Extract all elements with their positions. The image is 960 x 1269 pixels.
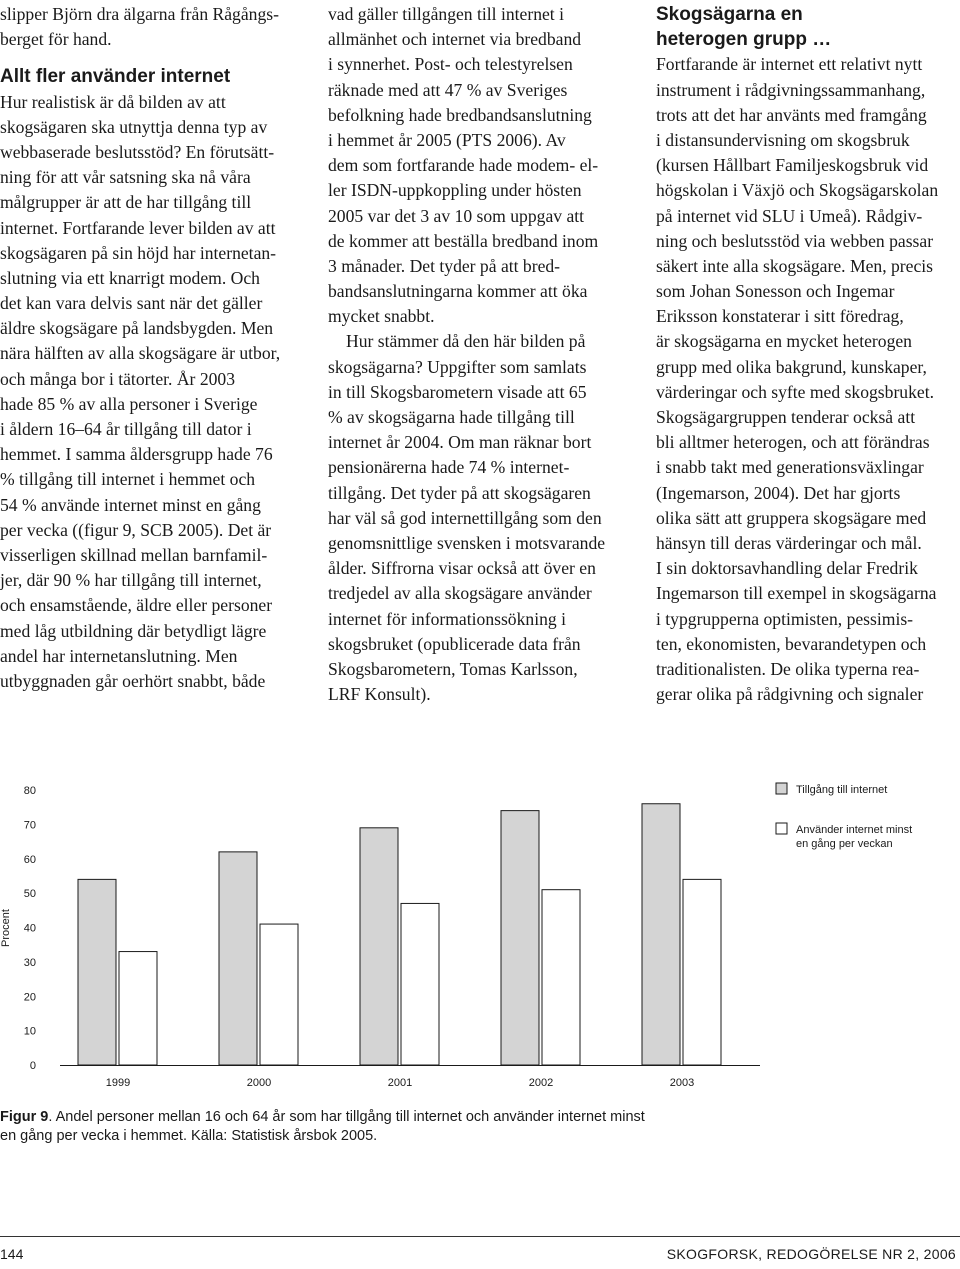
y-tick-label: 60 [23,853,36,866]
paragraph-continued [0,2,306,52]
text-line: har väl så god internettillgång som den [328,507,602,528]
x-tick-label: 2003 [669,1077,695,1089]
text-line: % tillgång till internet i hemmet och [0,469,256,490]
publication-title: SKOGFORSK, REDOGÖRELSE NR 2, 2006 [666,1246,956,1262]
text-line: och många bor i tätorter. År 2003 [0,368,236,389]
text-line: skogsägarna? Uppgifter som samlats [328,356,587,377]
paragraph [328,2,634,329]
text-line: ler ISDN-uppkoppling under hösten [328,180,582,201]
y-tick-label: 20 [23,991,36,1004]
text-line: ten, ekonomisten, bevarandetypen och [656,633,927,654]
text-line: Skogsägargruppen tenderar också att [656,407,916,427]
text-line: internet för informationssökning i [328,608,566,629]
x-axis [60,1066,760,1090]
x-tick-label: 1999 [105,1077,131,1089]
y-tick-label: 40 [23,922,36,935]
y-axis-label: Procent [0,909,12,947]
text-line: webbaserade beslutsstöd? En förutsätt- [0,141,275,162]
text-line: pensionärerna hade 74 % internet- [328,457,570,478]
text-line: grupp med olika bakgrund, kunskaper, [656,356,927,377]
bar [501,811,539,1065]
bar [260,924,298,1065]
text-line: genomsnittlige svensken i motsvarande [328,532,606,553]
text-line: berget för hand. [0,29,112,50]
text-line: i hemmet år 2005 (PTS 2006). Av [328,129,566,150]
caption-text: . Andel personer mellan 16 och 64 år som har tillgång till internet och använder internet minst [48,1109,645,1125]
text-line: på internet vid SLU i Umeå). Rådgiv- [656,205,923,226]
text-line: i distansundervisning om skogsbruk [656,129,910,150]
text-line: internet. Fortfarande lever bilden av att [0,217,276,238]
section-heading: Skogsägarna en [656,4,803,25]
text-line: med låg utbildning där betydligt lägre [0,620,267,641]
text-line: in till Skogsbarometern visade att 65 [328,381,587,402]
figure-caption [0,1108,760,1146]
text-line: olika sätt att gruppera skogsägare med [656,507,927,528]
text-line: säkert inte alla skogsägare. Men, precis [656,255,933,276]
text-line: målgrupper är att de har tillgång till [0,192,252,213]
text-line: trots att det har använts med framgång [656,104,927,125]
text-line: tillgång. Det tyder på att skogsägaren [328,482,591,503]
text-line: hade 85 % av alla personer i Sverige [0,393,258,414]
bar [401,903,439,1065]
text-line: vad gäller tillgången till internet i [328,4,564,24]
text-line: 3 månader. Det tyder på att bred- [328,255,561,276]
text-column-1 [0,2,306,694]
bar [542,890,580,1065]
text-line: bli alltmer heterogen, och att förändras [656,432,930,453]
y-tick-label: 70 [23,819,36,832]
text-line: befolkning hade bredbandsanslutning [328,104,592,125]
legend-label: Tillgång till internet [796,784,888,796]
text-line: bandsanslutningarna kommer att öka [328,281,588,302]
text-line: (kursen Hållbart Familjeskogsbruk vid [656,155,929,176]
y-tick-label: 10 [23,1025,36,1038]
text-line: mycket snabbt. [328,306,435,327]
bar [78,879,116,1065]
bar-chart-figure-9 [0,770,960,1100]
bar [360,828,398,1065]
text-line: tredjedel av alla skogsägare använder [328,583,592,604]
text-line: räknade med att 47 % av Sveriges [328,79,568,100]
text-line: i synnerhet. Post- och telestyrelsen [328,54,573,75]
bar-series [78,804,721,1065]
y-tick-label: 0 [29,1060,36,1072]
bar [119,952,157,1065]
text-line: I sin doktorsavhandling delar Fredrik [656,558,918,579]
text-line: ning för att vår satsning ska nå våra [0,167,251,188]
text-line: Hur realistisk är då bilden av att [0,91,226,112]
x-tick-label: 2002 [528,1077,554,1089]
section-heading: Allt fler använder internet [0,66,231,88]
text-line: utbyggnaden går oerhört snabbt, både [0,670,266,691]
text-line: internet år 2004. Om man räknar bort [328,432,592,453]
legend-label: Använder internet minst [796,824,913,836]
text-line: slutning via ett knarrigt modem. Och [0,267,260,288]
text-line: instrument i rådgivningssammanhang, [656,79,926,100]
text-line: 54 % använde internet minst en gång [0,494,261,515]
x-tick-label: 2001 [387,1077,413,1089]
text-line: i åldern 16–64 år tillgång till dator i [0,419,252,439]
text-line: äldre skogsägare på landsbygden. Men [0,318,274,339]
text-column-2 [328,2,634,707]
text-line: är skogsägarna en mycket heterogen [656,331,912,352]
x-tick-label: 2000 [246,1077,272,1089]
text-line: skogsbruket (opublicerade data från [328,633,581,654]
text-line: per vecka ((figur 9, SCB 2005). Det är [0,519,272,540]
text-line: Fortfarande är internet ett relativt nytt [656,54,923,75]
text-line: skogsägaren på sin höjd har internetan- [0,242,277,263]
legend-swatch [776,783,787,794]
text-line: det kan vara delvis sant när det gäller [0,293,263,314]
text-column-3 [656,2,956,707]
text-line: i snabb takt med generationsväxlingar [656,457,924,478]
text-line: nära hälften av alla skogsägare är utbor, [0,343,281,364]
text-line: skogsägaren ska utnyttja denna typ av [0,116,268,137]
figure-label: Figur 9 [0,1109,49,1125]
y-tick-label: 50 [23,888,36,901]
text-line: som Johan Sonesson och Ingemar [656,281,895,302]
paragraph [328,329,634,707]
legend [776,783,912,850]
bar [642,804,680,1065]
text-line: och ensamstående, äldre eller personer [0,595,273,616]
text-line: jer, där 90 % har tillgång till internet, [0,570,262,591]
y-axis [0,785,36,1072]
legend-label: en gång per veckan [796,838,893,850]
paragraph [0,90,306,695]
text-line: LRF Konsult). [328,684,431,705]
text-line: visserligen skillnad mellan barnfamil- [0,544,268,565]
text-line: andel har internetanslutning. Men [0,645,238,666]
text-line: ålder. Siffrorna visar också att över en [328,558,596,579]
footer-divider [0,1236,960,1237]
text-line: gerar olika på rådgivning och signaler [656,684,924,705]
y-tick-label: 30 [23,956,36,969]
text-line: värderingar och syfte med skogsbruket. [656,381,934,402]
text-line: slipper Björn dra älgarna från Rågångs- [0,4,279,24]
text-line: traditionalisten. De olika typerna rea- [656,658,920,679]
text-line: hemmet. I samma åldersgrupp hade 76 [0,444,273,465]
text-line: hänsyn till deras värderingar och mål. [656,532,922,553]
y-tick-label: 80 [23,785,36,797]
text-line: % av skogsägarna hade tillgång till [328,407,575,427]
text-line: allmänhet och internet via bredband [328,29,582,50]
page-number: 144 [0,1246,24,1262]
text-line: ning och beslutsstöd via webben passar [656,230,934,251]
text-line: 2005 var det 3 av 10 som uppgav att [328,205,585,226]
text-line: de kommer att beställa bredband inom [328,230,599,251]
text-line: Ingemarson till exempel in skogsägarna [656,583,937,604]
text-line: dem som fortfarande hade modem- el- [328,155,599,176]
text-line: (Ingemarson, 2004). Det har gjorts [656,482,901,503]
legend-swatch [776,823,787,834]
bar [683,879,721,1065]
text-line: Hur stämmer då den här bilden på [346,331,586,352]
paragraph [656,52,956,707]
text-line: Skogsbarometern, Tomas Karlsson, [328,658,578,679]
section-heading: heterogen grupp … [656,29,832,51]
text-line: Eriksson konstaterar i sitt föredrag, [656,306,904,327]
text-line: i typgrupperna optimisten, pessimis- [656,608,914,629]
text-line: högskolan i Växjö och Skogsägarskolan [656,180,939,201]
caption-text: en gång per vecka i hemmet. Källa: Statistisk årsbok 2005. [0,1128,378,1144]
bar [219,852,257,1065]
